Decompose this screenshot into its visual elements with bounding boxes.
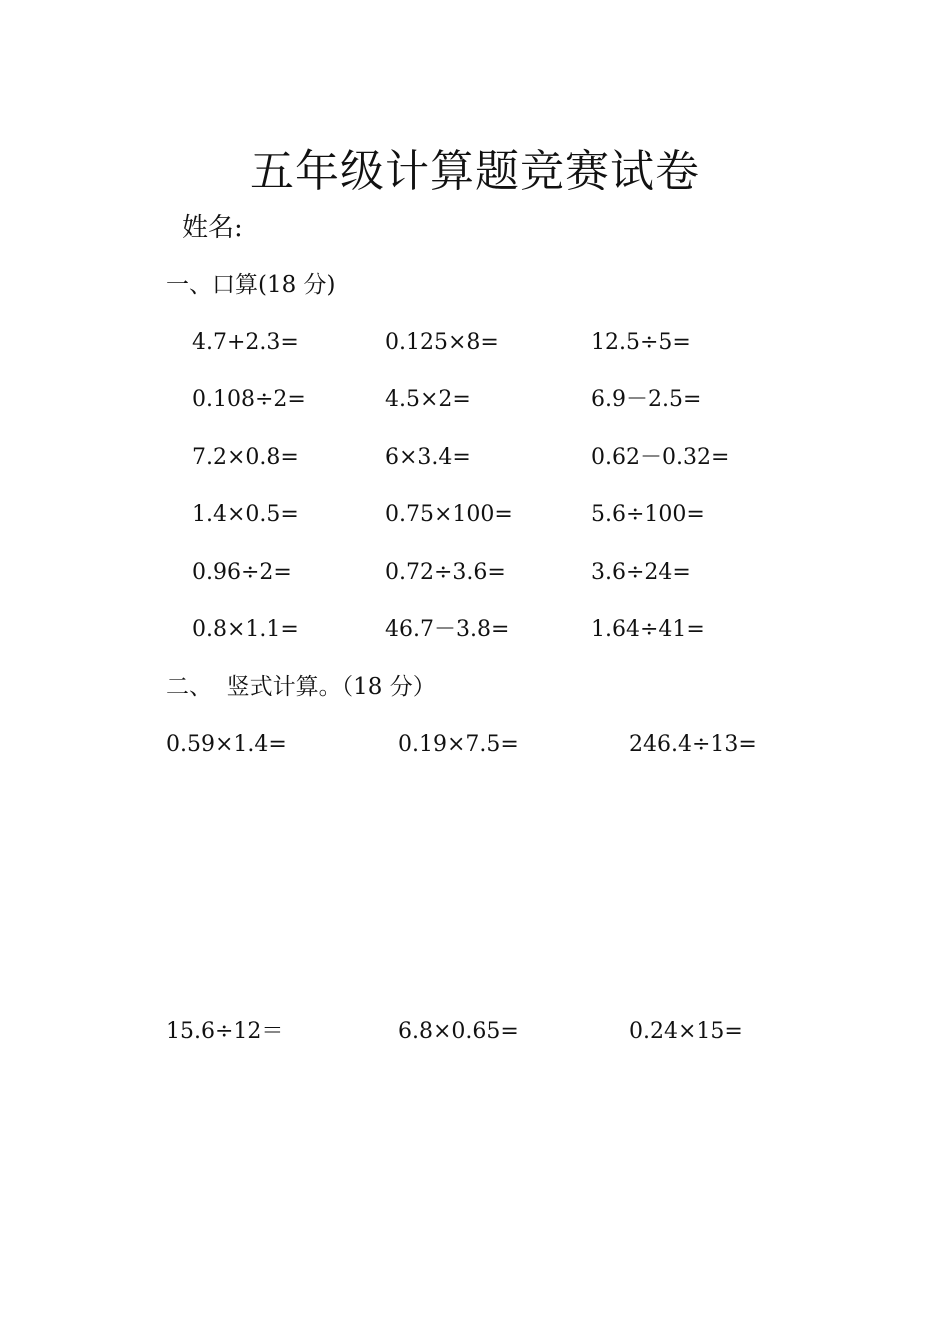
problem-row [192,499,812,556]
problem: 0.24×15= [629,1019,743,1044]
problem: 5.6÷100= [591,502,705,528]
problem: 3.6÷24= [591,559,691,585]
vertical-problem-row [166,1016,806,1050]
problem: 0.59×1.4= [166,732,287,757]
problem: 0.62－0.32= [591,444,730,470]
problem: 4.7+2.3= [192,330,299,355]
problem: 0.75×100= [385,502,513,528]
vertical-problem-row [166,729,806,763]
page-title: 五年级计算题竞赛试卷 [250,146,700,197]
problem-row [192,442,812,499]
problem: 1.64÷41= [591,616,705,642]
problem: 0.8×1.1= [192,616,299,642]
problem: 0.72÷3.6= [385,559,506,585]
problem-row [192,384,812,441]
problem: 6×3.4= [385,444,471,470]
section-heading-oral: 一、口算(18 分) [166,272,336,298]
problem: 15.6÷12＝ [166,1019,284,1044]
problem: 0.96÷2= [192,559,292,585]
section-heading-vertical: 二、 竖式计算。（18 分） [166,674,436,700]
problem-row [192,557,812,614]
problem: 0.125×8= [385,330,499,355]
name-label: 姓名: [182,213,243,243]
problem: 46.7－3.8= [385,616,510,642]
problem: 7.2×0.8= [192,444,299,470]
problem: 4.5×2= [385,387,471,413]
problem: 0.108÷2= [192,387,306,413]
problem: 1.4×0.5= [192,502,299,528]
oral-calculation-grid [192,327,812,671]
problem-row [192,327,812,384]
problem-row [192,614,812,671]
problem: 246.4÷13= [629,732,757,757]
problem: 6.9－2.5= [591,387,702,413]
problem: 0.19×7.5= [398,732,519,757]
problem: 6.8×0.65= [398,1019,519,1044]
problem: 12.5÷5= [591,330,691,355]
